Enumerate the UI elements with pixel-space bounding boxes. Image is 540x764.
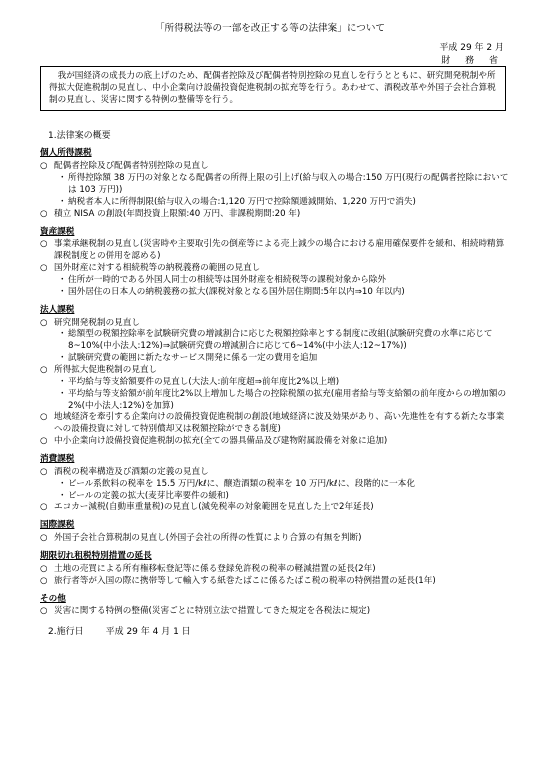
item-text: 外国子会社合算税制の見直し(外国子会社の所得の性質により合算の有無を判断) — [54, 533, 362, 544]
document-organization: 財 務 省 — [441, 55, 504, 66]
item-text: 事業承継税制の見直し(災害時や主要取引先の倒産等による売上減少の場合における雇用確保要件を緩和、相続時精算課税制度との併用を認める) — [54, 239, 505, 262]
item-text: 平均給与等支給額が前年度比2%以上増加した場合の控除税額の拡充(雇用者給与等支給額の前年度からの増加額の2%(中小法人:12%)を加算) — [68, 388, 507, 411]
list-item — [40, 576, 510, 588]
item-text: 平均給与等支給額要件の見直し(大法人:前年度超⇒前年度比2%以上増) — [68, 376, 340, 387]
circle-bullet: ○ — [40, 263, 48, 274]
document-date: 平成 29 年 2 月 — [439, 43, 504, 53]
item-text: 積立 NISA の創設(年間投資上限額:40 万円、非課税期間:20 年) — [54, 208, 301, 219]
item-text: 総額型の税額控除率を試験研究費の増減割合に応じた税額控除率とする制度に改組(試験研究費の水準に応じて8~10%(中小法人:12%)⇒試験研究費の増減割合に応じて6~14%(中小法人:12~17%)) — [68, 329, 493, 352]
list-item — [40, 209, 510, 221]
sub-item — [40, 197, 510, 209]
list-item — [40, 263, 510, 275]
category-title: 消費課税 — [40, 454, 75, 465]
item-text: 住所が一時的である外国人同士の相続等は国外財産を相続税等の課税対象から除外 — [68, 275, 386, 285]
document-title: 「所得税法等の一部を改正する等の法律案」について — [154, 23, 386, 34]
category-title: 法人課税 — [40, 304, 75, 315]
sub-item — [40, 275, 510, 287]
circle-bullet: ○ — [40, 317, 48, 328]
category-title: 個人所得課税 — [40, 148, 92, 159]
item-text: 国外居住の日本人の納税義務の拡大(課税対象となる国外居住期間:5年以内⇒10 年以内) — [68, 286, 405, 297]
sub-item — [40, 479, 510, 491]
category-title: 期限切れ租税特別措置の延長 — [40, 551, 152, 562]
circle-bullet: ○ — [40, 365, 48, 376]
item-text: 試験研究費の範囲に新たなサービス開発に係る一定の費用を追加 — [68, 353, 318, 364]
item-text: 中小企業向け設備投資促進税制の拡充(全ての器具備品及び建物附属設備を対象に追加) — [54, 436, 388, 447]
item-text: 土地の売買による所有権移転登記等に係る登録免許税の税率の軽減措置の延長(2年) — [54, 563, 376, 574]
document-content — [40, 130, 510, 639]
item-text: 研究開発税制の見直し — [54, 317, 140, 328]
dot-bullet: ・ — [58, 478, 67, 489]
category-title: その他 — [40, 593, 66, 604]
circle-bullet: ○ — [40, 563, 48, 574]
list-item — [40, 318, 510, 330]
item-text: 国外財産に対する相続税等の納税義務の範囲の見直し — [54, 263, 261, 274]
item-text: 配偶者控除及び配偶者特別控除の見直し — [54, 161, 209, 172]
list-item — [40, 412, 510, 436]
dot-bullet: ・ — [58, 329, 67, 340]
category-title: 国際課税 — [40, 520, 75, 531]
dot-bullet: ・ — [58, 275, 67, 285]
circle-bullet: ○ — [40, 239, 48, 250]
item-text: ビールの定義の拡大(麦芽比率要件の緩和) — [68, 490, 229, 501]
circle-bullet: ○ — [40, 436, 48, 447]
category-block — [40, 594, 510, 619]
section-enforcement-date — [48, 626, 510, 638]
category-list — [40, 148, 510, 618]
list-item — [40, 161, 510, 173]
item-text: ビール系飲料の税率を 15.5 万円/kℓに、醸造酒類の税率を 10 万円/kℓに、段階的に一本化 — [68, 478, 415, 489]
category-block — [40, 551, 510, 588]
circle-bullet: ○ — [40, 466, 48, 477]
circle-bullet: ○ — [40, 533, 48, 544]
item-text: エコカー減税(自動車重量税)の見直し(減免税率の対象範囲を見直した上で2年延長) — [54, 502, 374, 513]
category-block — [40, 148, 510, 220]
circle-bullet: ○ — [40, 606, 48, 617]
category-title: 資産課税 — [40, 226, 75, 237]
category-block — [40, 520, 510, 545]
circle-bullet: ○ — [40, 161, 48, 172]
sub-item — [40, 353, 510, 365]
dot-bullet: ・ — [58, 490, 67, 501]
circle-bullet: ○ — [40, 502, 48, 513]
section-heading-overview: 1.法律案の概要 — [48, 131, 111, 141]
list-item — [40, 606, 510, 618]
circle-bullet: ○ — [40, 412, 48, 423]
circle-bullet: ○ — [40, 208, 48, 219]
item-text: 災害に関する特例の整備(災害ごとに特別立法で措置してきた規定を各税法に規定) — [54, 606, 371, 617]
category-block — [40, 227, 510, 299]
dot-bullet: ・ — [58, 286, 67, 297]
list-item — [40, 239, 510, 263]
dot-bullet: ・ — [58, 196, 67, 207]
dot-bullet: ・ — [58, 173, 67, 184]
item-text: 所得控除額 38 万円の対象となる配偶者の所得上限の引上げ(給与収入の場合:150 万円(現行の配偶者控除においては 103 万円)) — [68, 173, 509, 195]
dot-bullet: ・ — [58, 376, 67, 387]
item-text: 納税者本人に所得制限(給与収入の場合:1,120 万円で控除額逓減開始、1,220 万円で消失) — [68, 196, 416, 207]
list-item — [40, 502, 510, 514]
item-text: 地域経済を牽引する企業向けの設備投資促進税制の創設(地域経済に波及効果があり、高い先進性を有する新たな事業への設備投資に対して特別償却又は税額控除ができる制度) — [54, 412, 505, 435]
enforcement-date-label: 2.施行日 — [48, 627, 84, 638]
intro-text: 我が国経済の成長力の底上げのため、配偶者控除及び配偶者特別控除の見直しを行うとともに、研究開発税制や所得拡大促進税制の見直し、中小企業向け設備投資促進税制の拡充等を行う。あわせて、酒税改革や外国子会社合算税制の見直し、災害に関する特例の整備等を行う。 — [49, 71, 496, 106]
sub-item — [40, 389, 510, 413]
dot-bullet: ・ — [58, 388, 67, 399]
intro-box — [40, 66, 506, 111]
item-text: 酒税の税率構造及び酒類の定義の見直し — [54, 466, 209, 477]
sub-item — [40, 287, 510, 299]
list-item — [40, 467, 510, 479]
item-text: 旅行者等が入国の際に携帯等して輸入する紙巻たばこに係るたばこ税の税率の特例措置の延長(1年) — [54, 575, 436, 586]
item-text: 所得拡大促進税制の見直し — [54, 365, 158, 376]
list-item — [40, 564, 510, 576]
circle-bullet: ○ — [40, 575, 48, 586]
sub-item — [40, 329, 510, 353]
sub-item — [40, 173, 510, 197]
document-meta — [439, 42, 504, 67]
enforcement-date-value: 平成 29 年 4 月 1 日 — [105, 627, 191, 638]
category-block — [40, 305, 510, 448]
sub-item — [40, 491, 510, 503]
sub-item — [40, 377, 510, 389]
list-item — [40, 533, 510, 545]
list-item — [40, 365, 510, 377]
list-item — [40, 436, 510, 448]
category-block — [40, 454, 510, 514]
dot-bullet: ・ — [58, 353, 67, 364]
